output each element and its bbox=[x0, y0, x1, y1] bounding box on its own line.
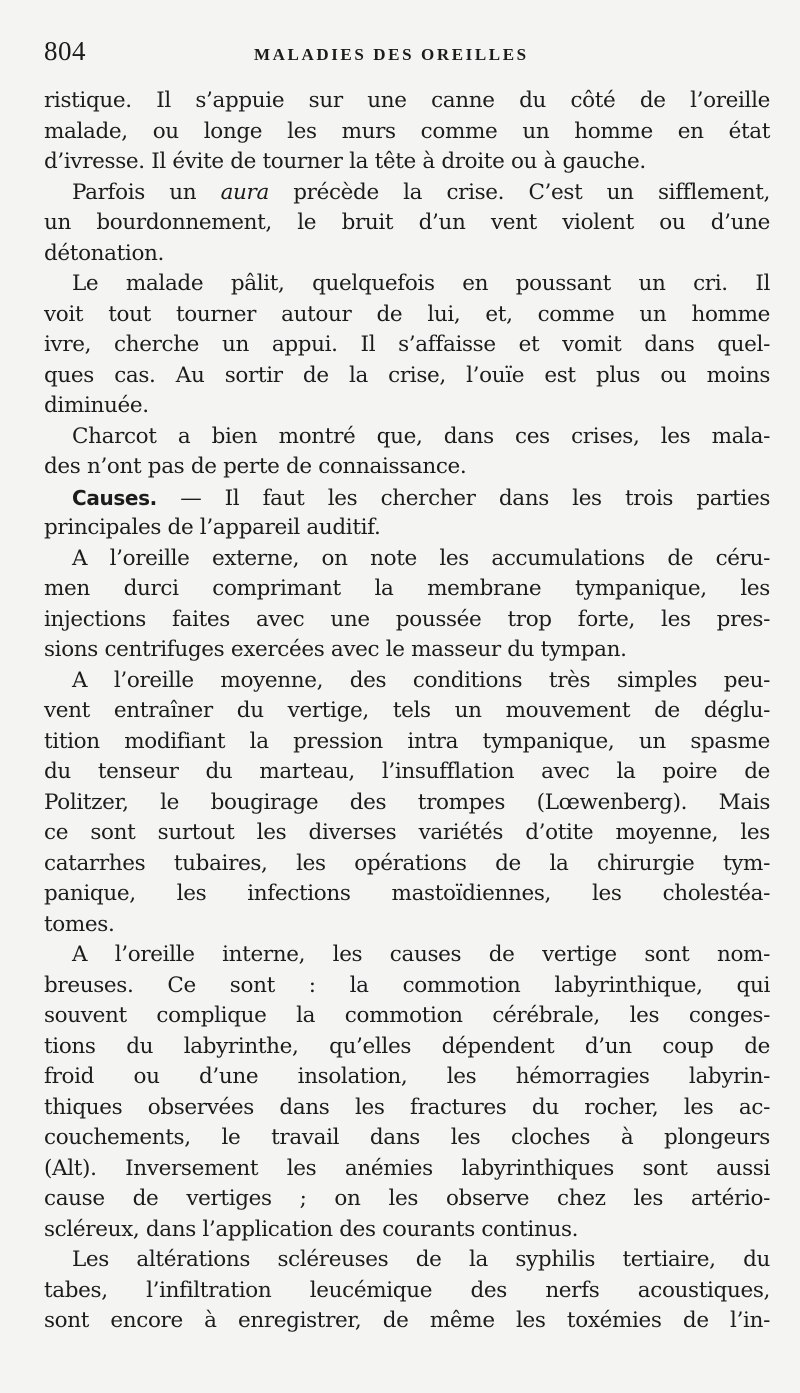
section-heading: Causes. bbox=[72, 485, 157, 510]
text-line bbox=[44, 1184, 770, 1215]
text-line bbox=[44, 696, 770, 727]
text-segment: d’ivresse. Il évite de tourner la tête à droite ou à gauche. bbox=[44, 149, 646, 174]
text-segment: un bourdonnement, le bruit d’un vent violent ou d’une bbox=[44, 210, 770, 235]
text-line bbox=[44, 971, 770, 1002]
text-line bbox=[44, 452, 770, 483]
body-text bbox=[44, 86, 770, 1337]
text-segment: ques cas. Au sortir de la crise, l’ouïe est plus ou moins bbox=[44, 362, 770, 388]
text-line bbox=[44, 879, 770, 910]
text-segment: froid ou d’une insolation, les hémorragies labyrin- bbox=[44, 1064, 770, 1089]
text-line bbox=[44, 666, 770, 697]
text-line bbox=[44, 300, 770, 331]
text-segment: du tenseur du marteau, l’insufflation avec la poire de bbox=[44, 759, 770, 784]
text-segment: souvent complique la commotion cérébrale, les conges- bbox=[44, 1003, 770, 1028]
text-segment: — Il faut les chercher dans les trois parties bbox=[156, 485, 770, 511]
text-line bbox=[44, 940, 770, 971]
text-line bbox=[44, 208, 770, 239]
text-line bbox=[44, 1215, 770, 1246]
text-segment: couchements, le travail dans les cloches à plongeurs bbox=[44, 1125, 770, 1150]
text-line bbox=[44, 147, 770, 178]
text-line bbox=[44, 422, 770, 453]
text-segment: A l’oreille moyenne, des conditions très simples peu- bbox=[72, 667, 770, 693]
text-segment: sont encore à enregistrer, de même les toxémies de l’in- bbox=[44, 1308, 770, 1333]
text-segment: A l’oreille interne, les causes de vertige sont nom- bbox=[72, 942, 770, 967]
text-line bbox=[44, 361, 770, 392]
text-line bbox=[44, 1245, 770, 1276]
text-segment: tomes. bbox=[44, 911, 115, 937]
text-segment: tions du labyrinthe, qu’elles dépendent d’un coup de bbox=[44, 1033, 770, 1059]
text-line bbox=[44, 1001, 770, 1032]
text-line bbox=[44, 269, 770, 300]
text-segment: des n’ont pas de perte de connaissance. bbox=[44, 454, 467, 479]
text-line bbox=[44, 1154, 770, 1185]
text-line bbox=[44, 239, 770, 270]
text-line bbox=[44, 513, 770, 544]
text-segment: sions centrifuges exercées avec le masseur du tympan. bbox=[44, 637, 627, 662]
text-segment: ristique. Il s’appuie sur une canne du côté de l’oreille bbox=[44, 88, 770, 113]
text-segment: ce sont surtout les diverses variétés d’otite moyenne, les bbox=[44, 820, 770, 845]
text-segment: thiques observées dans les fractures du rocher, les ac- bbox=[44, 1094, 770, 1120]
text-line bbox=[44, 818, 770, 849]
text-line bbox=[44, 1276, 770, 1307]
text-segment: ivre, cherche un appui. Il s’affaisse et vomit dans quel- bbox=[44, 332, 770, 357]
text-line bbox=[44, 1306, 770, 1337]
running-head bbox=[44, 36, 770, 86]
text-segment: Le malade pâlit, quelquefois en poussant un cri. Il bbox=[72, 271, 770, 296]
text-line bbox=[44, 910, 770, 941]
italic-term: aura bbox=[220, 179, 269, 205]
text-line bbox=[44, 1062, 770, 1093]
text-segment: diminuée. bbox=[44, 393, 149, 418]
text-segment: cause de vertiges ; on les observe chez les artério- bbox=[44, 1186, 770, 1211]
text-line bbox=[44, 757, 770, 788]
text-segment: breuses. Ce sont : la commotion labyrinthique, qui bbox=[44, 972, 770, 998]
text-segment: scléreux, dans l’application des courants continus. bbox=[44, 1216, 579, 1242]
text-segment: Charcot a bien montré que, dans ces crises, les mala- bbox=[72, 423, 770, 449]
text-segment: tabes, l’infiltration leucémique des nerfs acoustiques, bbox=[44, 1277, 770, 1303]
text-segment: précède la crise. C’est un sifflement, bbox=[268, 179, 770, 205]
text-line bbox=[44, 1032, 770, 1063]
text-segment: injections faites avec une poussée trop forte, les pres- bbox=[44, 606, 770, 632]
text-line bbox=[44, 788, 770, 819]
text-line bbox=[44, 849, 770, 880]
text-segment: détonation. bbox=[44, 240, 165, 266]
text-line bbox=[44, 391, 770, 422]
text-line bbox=[44, 635, 770, 666]
text-segment: (Alt). Inversement les anémies labyrinthiques sont aussi bbox=[44, 1155, 770, 1181]
text-line bbox=[44, 727, 770, 758]
text-line bbox=[44, 574, 770, 605]
text-segment: principales de l’appareil auditif. bbox=[44, 515, 381, 540]
text-line bbox=[44, 117, 770, 148]
text-segment: panique, les infections mastoïdiennes, les cholestéa- bbox=[44, 881, 770, 906]
text-segment: Politzer, le bougirage des trompes (Lœwenberg). Mais bbox=[44, 789, 770, 815]
page-number: 804 bbox=[44, 36, 86, 66]
text-line bbox=[44, 605, 770, 636]
text-line bbox=[44, 330, 770, 361]
text-line bbox=[44, 86, 770, 117]
text-segment: voit tout tourner autour de lui, et, comme un homme bbox=[44, 301, 770, 327]
text-segment: vent entraîner du vertige, tels un mouvement de déglu- bbox=[44, 698, 770, 723]
running-title: MALADIES DES OREILLES bbox=[254, 45, 529, 64]
text-segment: tition modifiant la pression intra tympanique, un spasme bbox=[44, 728, 770, 754]
text-segment: Parfois un bbox=[72, 179, 221, 205]
text-segment: Les altérations scléreuses de la syphilis tertiaire, du bbox=[72, 1247, 770, 1272]
text-segment: catarrhes tubaires, les opérations de la chirurgie tym- bbox=[44, 850, 770, 876]
text-line bbox=[44, 1123, 770, 1154]
text-segment: A l’oreille externe, on note les accumulations de céru- bbox=[72, 545, 770, 571]
text-segment: malade, ou longe les murs comme un homme en état bbox=[44, 118, 770, 144]
text-line bbox=[44, 544, 770, 575]
text-line bbox=[44, 1093, 770, 1124]
text-line bbox=[44, 178, 770, 209]
text-segment: men durci comprimant la membrane tympanique, les bbox=[44, 576, 770, 601]
text-line bbox=[44, 483, 770, 514]
